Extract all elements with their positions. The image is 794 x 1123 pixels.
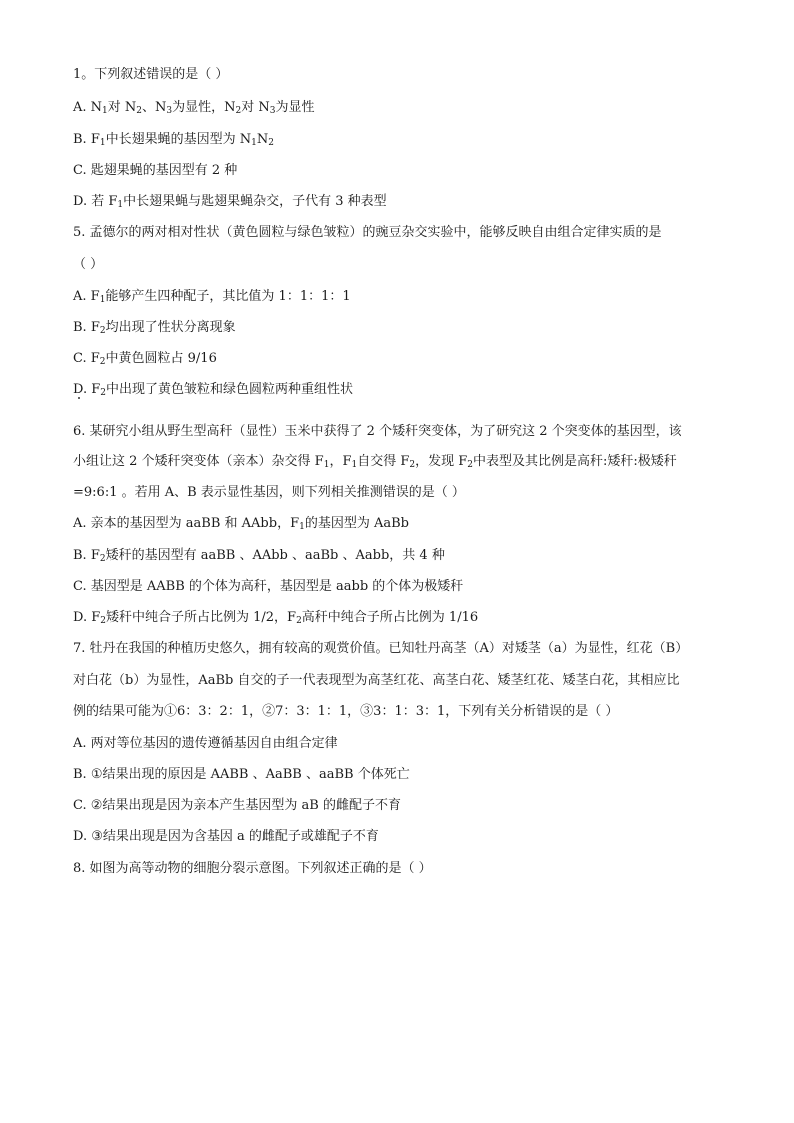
subscript: 1 <box>351 460 358 470</box>
question-5-option-d <box>73 382 764 398</box>
text-run: 能够产生四种配子，其比值为 1：1：1：1 <box>105 289 351 304</box>
text-run: 均出现了性状分离现象 <box>105 320 236 335</box>
question-6-option-b <box>73 548 764 564</box>
subscript: 1 <box>251 138 257 148</box>
question-1-stem: 1。下列叙述错误的是（ ） <box>73 67 229 82</box>
subscript: 2 <box>409 460 416 470</box>
question-7-option-b <box>73 767 764 783</box>
text-run: B. F <box>73 320 100 335</box>
text-run: C. ②结果出现是因为亲本产生基因型为 aB 的雌配子不育 <box>73 798 401 813</box>
subscript: 2 <box>100 388 106 398</box>
question-7-option-a <box>73 736 764 752</box>
question-7-stem-line-2: 对白花（b）为显性，AaBb 自交的子一代表现型为高茎红花、高茎白花、矮茎红花、矮茎白花，其相应比 <box>73 673 680 688</box>
text-run: 小组让这 2 个矮秆突变体（亲本）杂交得 F <box>73 454 324 469</box>
subscript: 2 <box>99 554 106 564</box>
question-7-stem-line-1: 7. 牡丹在我国的种植历史悠久，拥有较高的观赏价值。已知牡丹高茎（A）对矮茎（a）为显性，红花（B） <box>73 641 689 656</box>
subscript: 1 <box>102 106 108 116</box>
text-run: D. 若 F <box>73 194 118 209</box>
text-run: ，发现 F <box>415 454 468 469</box>
question-5-option-c <box>73 351 764 367</box>
question-8-stem: 8. 如图为高等动物的细胞分裂示意图。下列叙述正确的是（ ） <box>73 861 432 876</box>
subscript: 1 <box>299 522 305 532</box>
text-run: C. 匙翅果蝇的基因型有 2 种 <box>73 163 238 178</box>
question-5-option-b <box>73 320 764 336</box>
text-run: C. F <box>73 351 100 366</box>
question-1-option-d <box>73 194 764 210</box>
text-run: A. F <box>73 289 100 304</box>
text-run: 矮秆中纯合子所占比例为 1/2，F <box>105 610 297 625</box>
subscript: 2 <box>136 106 143 116</box>
text-run: B. F <box>73 132 100 147</box>
text-run: N <box>256 132 269 147</box>
question-7-stem-line-3: 例的结果可能为①6：3：2：1，②7：3：1：1，③3：1：3：1，下列有关分析错误的是（ ） <box>73 704 619 719</box>
question-1-option-b <box>73 132 764 148</box>
text-run: D. ③结果出现是因为含基因 a 的雌配子或雄配子不育 <box>73 829 379 844</box>
subscript: 1 <box>99 138 106 148</box>
text-run: 中长翅果蝇与匙翅果蝇杂交，子代有 3 种表型 <box>123 194 387 209</box>
subscript: 2 <box>100 616 106 626</box>
text-run: A. 亲本的基因型为 aaBB 和 AAbb，F <box>73 516 300 531</box>
question-5-option-a <box>73 289 764 305</box>
text-run: 对 N <box>107 100 137 115</box>
subscript: 1 <box>99 295 106 305</box>
text-run: A. N <box>73 100 103 115</box>
question-5-stem-line-2: （ ） <box>73 257 104 272</box>
text-run: 中黄色圆粒占 9/16 <box>105 351 217 366</box>
text-run: 中表型及其比例是高秆:矮秆:极矮秆 <box>472 454 677 469</box>
text-run: 为显性，N <box>172 100 236 115</box>
question-6-stem-line-3: =9:6:1 。若用 A、B 表示显性基因，则下列相关推测错误的是（ ） <box>73 485 465 500</box>
subscript: 2 <box>467 460 473 470</box>
question-6-option-c <box>73 579 764 595</box>
text-run: A. 两对等位基因的遗传遵循基因自由组合定律 <box>73 736 338 751</box>
subscript: 2 <box>99 326 106 336</box>
text-run: 中出现了黄色皱粒和绿色圆粒两种重组性状 <box>105 382 353 397</box>
question-1-option-a <box>73 100 764 116</box>
text-run: 的基因型为 AaBb <box>304 516 409 531</box>
text-run: B. ①结果出现的原因是 AABB 、AaBB 、aaBB 个体死亡 <box>73 767 410 782</box>
text-run: B. F <box>73 548 100 563</box>
subscript: 3 <box>269 106 276 116</box>
question-1-option-c <box>73 163 764 179</box>
text-run: 为显性 <box>275 100 315 115</box>
text-run: 对 N <box>241 100 270 115</box>
subscript: 1 <box>117 200 124 210</box>
text-run: 、N <box>142 100 167 115</box>
question-6-option-a <box>73 516 764 532</box>
subscript: 2 <box>99 357 106 367</box>
subscript: 2 <box>296 616 302 626</box>
question-6-option-d <box>73 610 764 626</box>
stray-dot <box>78 397 80 399</box>
question-6-stem-line-2 <box>73 454 764 470</box>
question-5-stem-line-1: 5. 孟德尔的两对相对性状（黄色圆粒与绿色皱粒）的豌豆杂交实验中，能够反映自由组合定律实质的是 <box>73 225 662 240</box>
subscript: 3 <box>166 106 173 116</box>
question-6-stem-line-1: 6. 某研究小组从野生型高秆（显性）玉米中获得了 2 个矮秆突变体，为了研究这 2 个突变体的基因型，该 <box>73 424 682 439</box>
question-7-option-d <box>73 829 764 845</box>
text-run: ，F <box>329 454 352 469</box>
subscript: 2 <box>235 106 242 116</box>
subscript: 2 <box>268 138 274 148</box>
question-7-option-c <box>73 798 764 814</box>
text-run: 中长翅果蝇的基因型为 N <box>105 132 252 147</box>
subscript: 1 <box>323 460 330 470</box>
text-run: 自交得 F <box>357 454 410 469</box>
text-run: 矮秆的基因型有 aaBB 、AAbb 、aaBb 、Aabb，共 4 种 <box>105 548 445 563</box>
text-run: D. F <box>73 382 101 397</box>
text-run: C. 基因型是 AABB 的个体为高秆，基因型是 aabb 的个体为极矮秆 <box>73 579 464 594</box>
text-run: D. F <box>73 610 101 625</box>
text-run: 高秆中纯合子所占比例为 1/16 <box>301 610 479 625</box>
